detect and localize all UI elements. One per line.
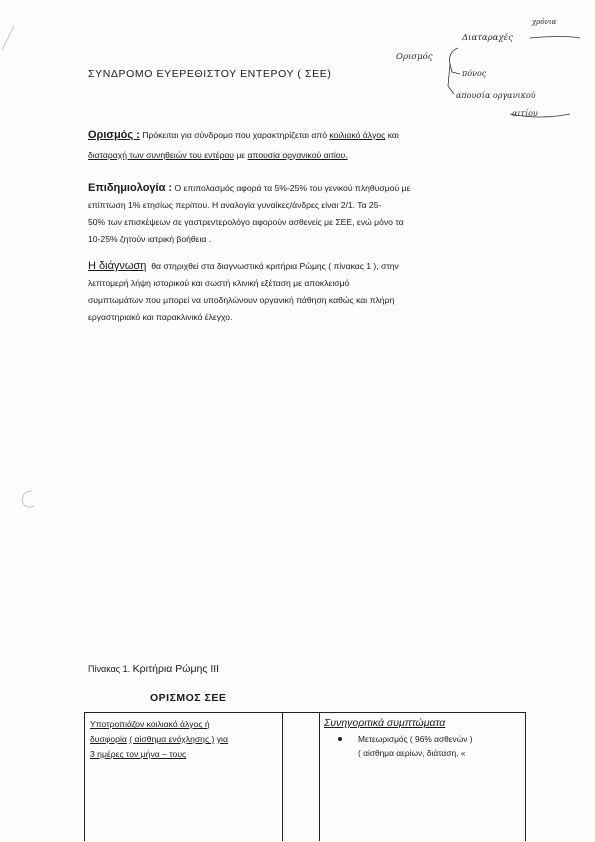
handwritten-item-2: πόνος — [462, 69, 487, 78]
epidemiology-line-2: επίπτωση 1% ετησίως περίπου. Η αναλογία γυναίκες/άνδρες είναι 2/1. Τα 25- — [88, 200, 382, 210]
table-caption-prefix: Πίνακας 1. — [88, 664, 131, 674]
diagnosis-line-1: θα στηριχθεί στα διαγνωστικά κριτήρια Ρώμης ( πίνακας 1 ), στην — [151, 261, 399, 271]
diagnosis-lead: Η διάγνωση — [88, 260, 147, 272]
table-cell-right — [319, 713, 525, 841]
table-caption — [88, 663, 219, 675]
handwritten-brace-lines — [430, 28, 590, 128]
handwritten-item-1: Διαταραχές — [462, 33, 513, 43]
diagnosis-line-2: λεπτομερή λήψη ιστορικού και σωστή κλινική εξέταση με αποκλεισμό — [88, 278, 350, 288]
definition-text-2: με — [236, 150, 246, 160]
table-right-header: Συνηγοριτικά συμπτώματα — [324, 717, 446, 729]
definition-text-1-end: και — [387, 130, 399, 140]
table-cell-left — [85, 713, 283, 841]
epidemiology-line-1: Ο επιπολασμός αφορά τα 5%-25% του γενικού πληθυσμού με — [174, 183, 411, 193]
rome-criteria-table — [84, 712, 526, 841]
table-left-line-3: 3 ημέρες τον μήνα – τους — [90, 749, 187, 759]
definition-keyword-bowel: διαταραχή των συνηθειών του εντέρου — [88, 150, 234, 160]
scan-artifact-punch-hole — [18, 488, 40, 510]
handwritten-root: Ορισμός — [396, 52, 433, 62]
table-left-line-2-end: για — [216, 734, 228, 744]
table-left-line-1: Υποτροπιάζον κοιλιακό άλγος ή — [90, 719, 210, 729]
epidemiology-line-3: 50% των επισκέψεων σε γαστρεντερολόγο αφορούν ασθενείς με ΣΕΕ, ενώ μόνο τα — [88, 217, 404, 227]
definition-lead: Ορισμός : — [88, 129, 140, 141]
handwritten-item-3: απουσία οργανικού — [456, 91, 536, 100]
table-left-keyword: δυσφορία — [90, 734, 127, 744]
handwritten-item-4: αιτίου — [512, 109, 538, 118]
table-heading: ΟΡΙΣΜΟΣ ΣΕΕ — [150, 692, 227, 704]
table-bullet-1-cont: ( αίσθημα αερίων, διάταση, « — [358, 748, 466, 758]
table-bullet-1: Μετεωρισμός ( 96% ασθενών ) — [358, 734, 473, 744]
definition-text-1: Πρόκειται για σύνδρομο που χαρακτηρίζεται από — [142, 130, 327, 140]
table-left-line-2: ( αίσθημα ενόχλησης ) — [129, 734, 215, 744]
epidemiology-paragraph — [88, 180, 410, 248]
table-bullet-item — [324, 732, 521, 760]
bullet-icon — [338, 737, 342, 741]
handwritten-top-extra: χρόνια — [532, 18, 557, 26]
definition-keyword-organic: απουσία οργανικού αιτίου. — [247, 150, 348, 160]
diagnosis-line-4: εργαστηριακό και παρακλινικό έλεγχο. — [88, 312, 233, 322]
table-cell-middle — [283, 713, 320, 841]
definition-keyword-pain: κοιλιακό άλγος — [329, 130, 386, 140]
scan-artifact-top-left — [0, 22, 20, 52]
diagnosis-line-3: συμπτωμάτων που μπορεί να υποδηλώνουν οργανική πάθηση καθώς και πλήρη — [88, 295, 395, 305]
epidemiology-lead: Επιδημιολογία : — [88, 182, 173, 194]
document-title: ΣΥΝΔΡΟΜΟ ΕΥΕΡΕΘΙΣΤΟΥ ΕΝΤΕΡΟΥ ( ΣΕΕ) — [88, 68, 332, 80]
epidemiology-line-4: 10-25% ζητούν ιατρική βοήθεια . — [88, 234, 212, 244]
table-caption-title: Κριτήρια Ρώμης ΙΙΙ — [132, 663, 220, 675]
diagnosis-paragraph — [88, 258, 399, 326]
definition-paragraph — [88, 127, 399, 164]
